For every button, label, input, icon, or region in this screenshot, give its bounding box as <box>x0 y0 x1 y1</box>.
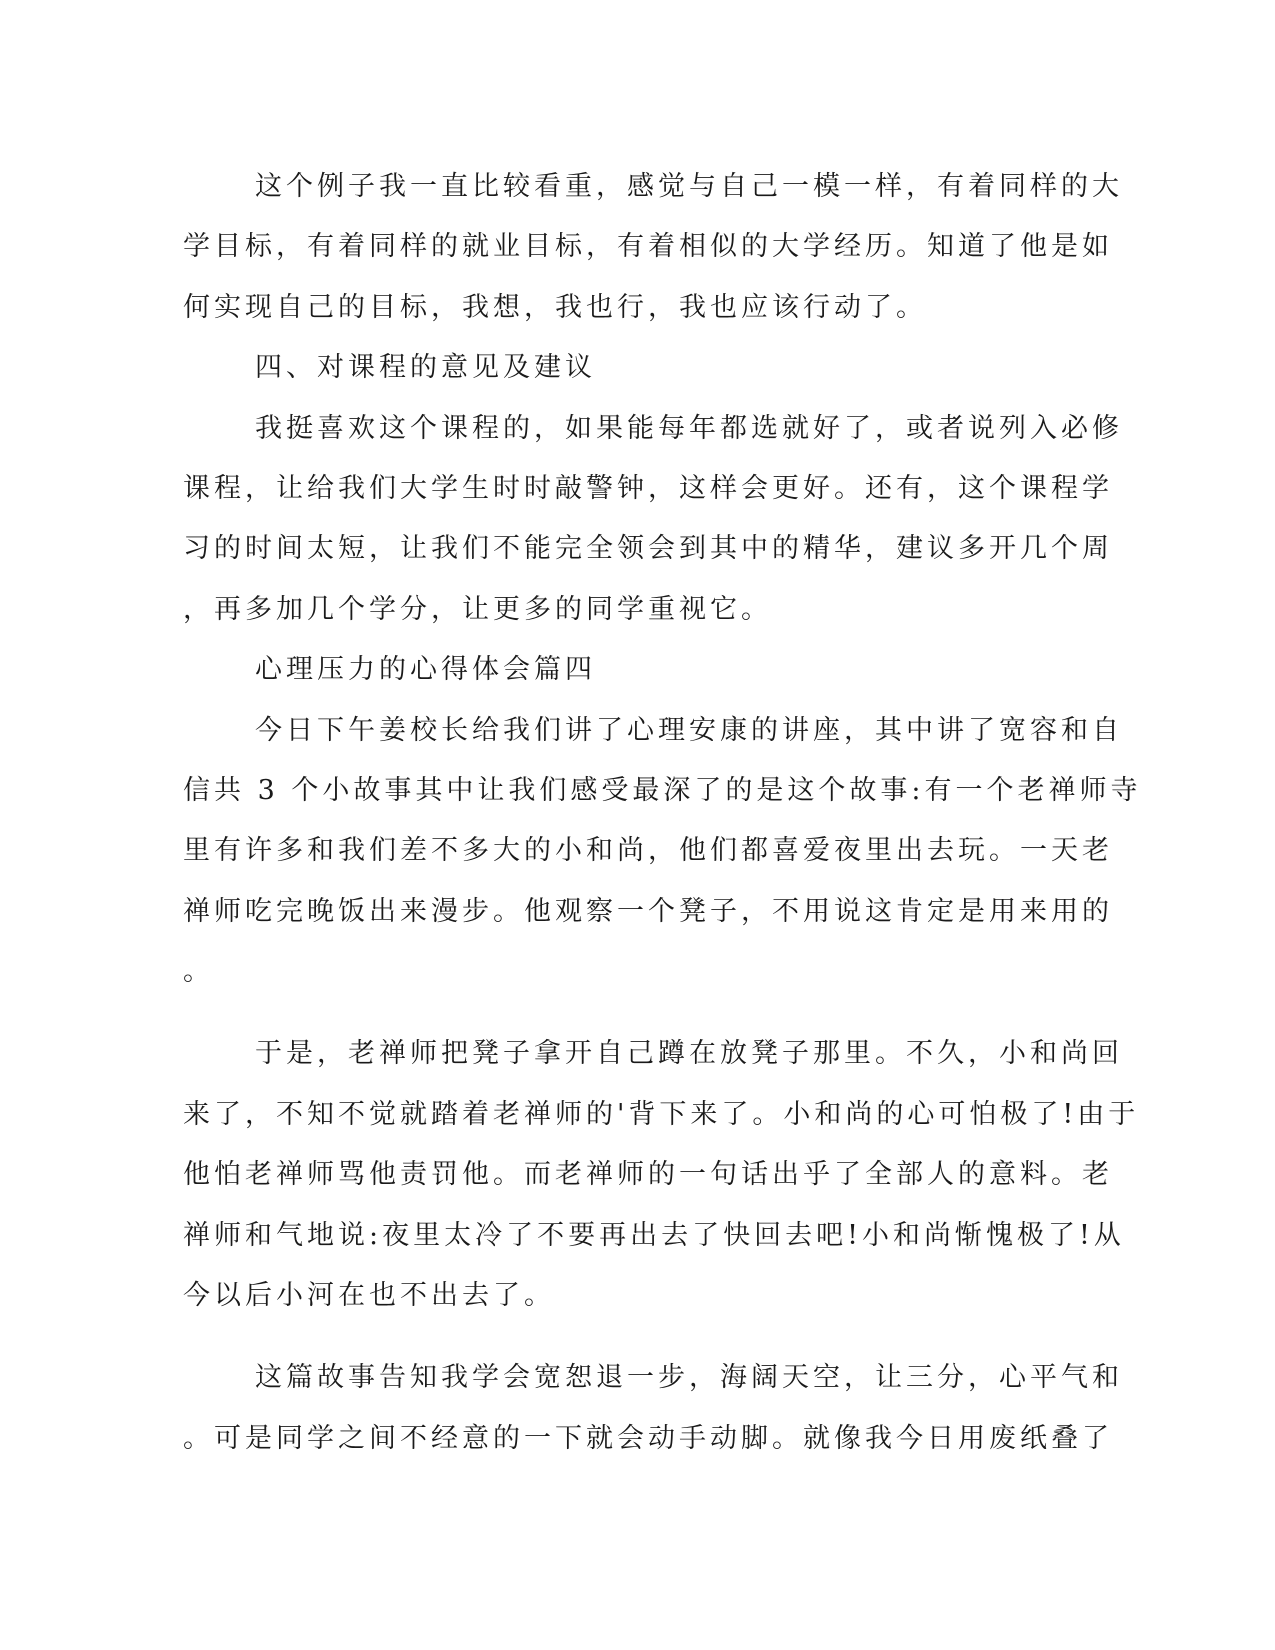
paragraph-line: ，再多加几个学分，让更多的同学重视它。 <box>183 593 772 625</box>
paragraph-line: 里有许多和我们差不多大的小和尚，他们都喜爱夜里出去玩。一天老 <box>183 835 1113 867</box>
paragraph-line: 。可是同学之间不经意的一下就会动手动脚。就像我今日用废纸叠了 <box>183 1422 1113 1454</box>
paragraph-line: 课程，让给我们大学生时时敲警钟，这样会更好。还有，这个课程学 <box>183 472 1113 504</box>
paragraph-line: 我挺喜欢这个课程的，如果能每年都选就好了，或者说列入必修 <box>255 412 1123 444</box>
paragraph-line: 信共 3 个小故事其中让我们感受最深了的是这个故事:有一个老禅师寺 <box>183 774 1142 806</box>
paragraph-line: 习的时间太短，让我们不能完全领会到其中的精华，建议多开几个周 <box>183 533 1113 565</box>
paragraph-line: 禅师吃完晚饭出来漫步。他观察一个凳子，不用说这肯定是用来用的 <box>183 895 1113 927</box>
paragraph-line: 这篇故事告知我学会宽恕退一步，海阔天空，让三分，心平气和 <box>255 1362 1123 1394</box>
section-heading: 四、对课程的意见及建议 <box>255 352 596 384</box>
paragraph-line: 禅师和气地说:夜里太冷了不要再出去了快回去吧!小和尚惭愧极了!从 <box>183 1219 1125 1251</box>
paragraph-line: 今日下午姜校长给我们讲了心理安康的讲座，其中讲了宽容和自 <box>255 714 1123 746</box>
paragraph-spacer <box>183 1002 1043 1024</box>
paragraph-line: 。 <box>183 956 214 988</box>
paragraph-line: 学目标，有着同样的就业目标，有着相似的大学经历。知道了他是如 <box>183 231 1113 263</box>
paragraph-line: 来了，不知不觉就踏着老禅师的'背下来了。小和尚的心可怕极了!由于 <box>183 1098 1140 1130</box>
paragraph-line: 何实现自己的目标，我想，我也行，我也应该行动了。 <box>183 291 927 323</box>
paragraph-line: 这个例子我一直比较看重，感觉与自己一模一样，有着同样的大 <box>255 171 1123 202</box>
paragraph-spacer <box>183 1326 1043 1348</box>
article-title: 心理压力的心得体会篇四 <box>255 654 596 686</box>
paragraph-line: 他怕老禅师骂他责罚他。而老禅师的一句话出乎了全部人的意料。老 <box>183 1159 1113 1191</box>
paragraph-line: 于是，老禅师把凳子拿开自己蹲在放凳子那里。不久，小和尚回 <box>255 1038 1123 1070</box>
paragraph-line: 今以后小河在也不出去了。 <box>183 1280 555 1312</box>
document-body <box>183 157 1142 1469</box>
